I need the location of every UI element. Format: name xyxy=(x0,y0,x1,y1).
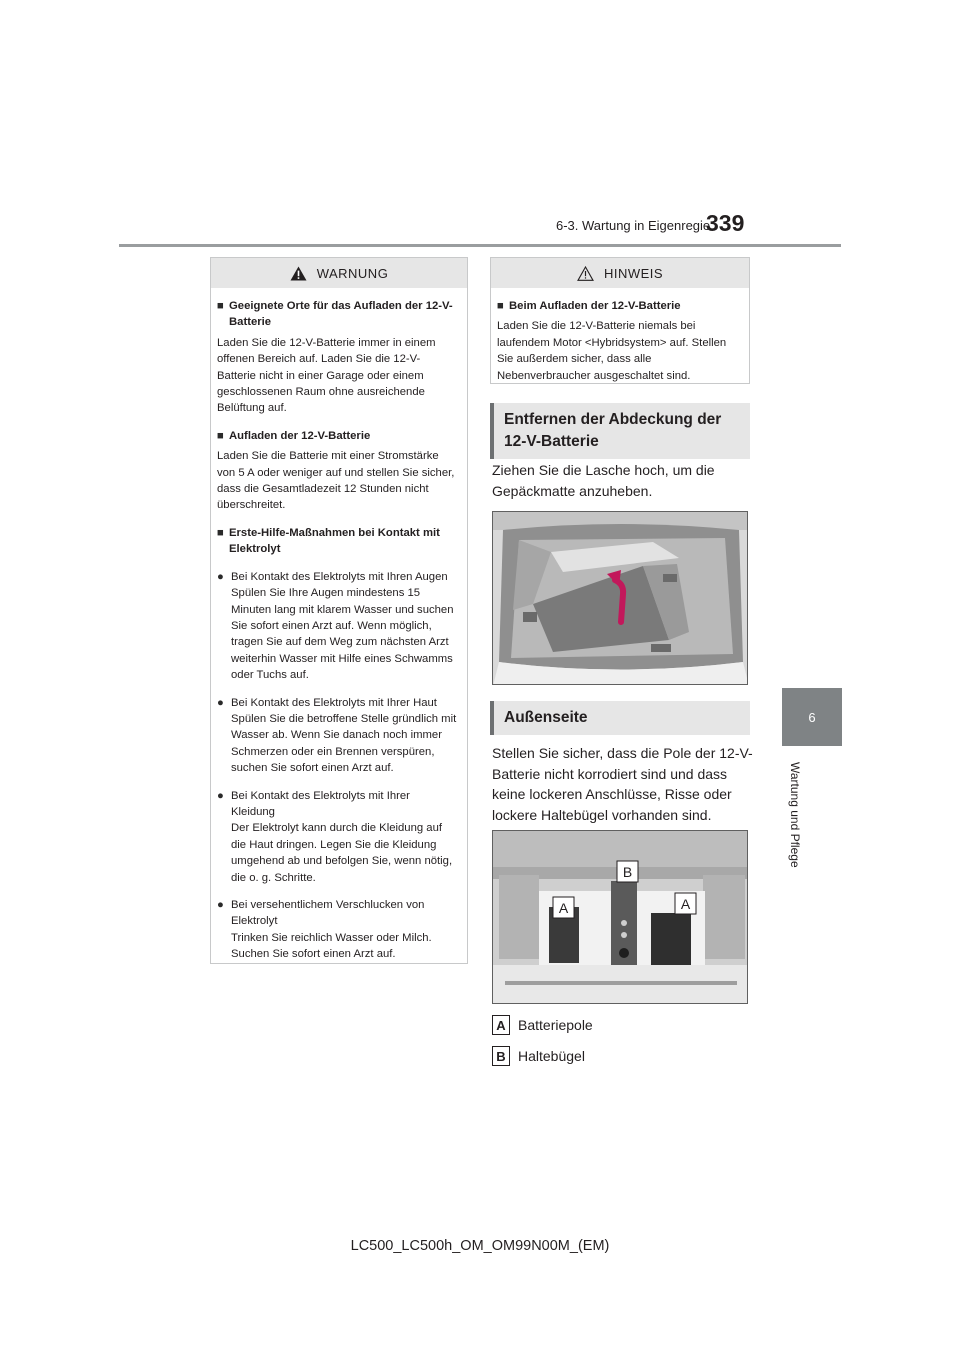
bullet-icon: ● xyxy=(217,899,224,911)
chapter-number: 6 xyxy=(808,709,816,725)
notice-title: HINWEIS xyxy=(603,265,664,281)
warning-body xyxy=(211,288,467,963)
header-rule xyxy=(119,244,841,247)
bullet-icon: ● xyxy=(217,570,224,583)
chapter-title xyxy=(784,762,806,922)
section-heading-outside: Außenseite xyxy=(490,701,750,735)
chapter-tab[interactable] xyxy=(782,688,842,746)
bullet-icon: ● xyxy=(217,789,224,802)
warning-heading: ■ Aufladen der 12-V-Batterie xyxy=(217,429,371,442)
legend-item-a xyxy=(492,1015,593,1035)
list-item: ● Bei Kontakt des Elektrolyts mit Ihrer Kleidung Der Elektrolyt kann durch die Kleidung auf die Haut dringen. Legen Sie die Kleidung umgehend ab und befolgen Sie, wenn nötig, die o. g. Schritte. xyxy=(217,789,453,884)
warning-text: Laden Sie die 12-V-Batterie immer in einem offenen Bereich auf. Laden Sie die 12-V-Batterie nicht in einer Garage oder einem geschlossenen Raum ohne ausreichende Belüftung auf. xyxy=(217,336,436,415)
trunk-illustration xyxy=(493,512,748,685)
legend-item-b xyxy=(492,1046,585,1066)
notice-header xyxy=(491,258,749,288)
notice-heading: ■ Beim Aufladen der 12-V-Batterie xyxy=(497,300,681,312)
figure-label-b: B xyxy=(622,864,633,880)
chapter-title-text: Wartung und Pflege xyxy=(788,762,802,868)
bullet-icon: ● xyxy=(217,696,224,709)
warning-heading: ■ Geeignete Orte für das Aufladen der 12-V-Batterie xyxy=(217,300,453,329)
legend-key: B xyxy=(492,1046,510,1066)
section-heading-cover: Entfernen der Abdeckung der 12-V-Batterie xyxy=(490,403,750,459)
warning-heading: ■ Erste-Hilfe-Maßnahmen bei Kontakt mit Elektrolyt xyxy=(217,526,440,556)
warning-header xyxy=(211,258,467,288)
cover-instruction: Ziehen Sie die Lasche hoch, um die Gepäckmatte anzuheben. xyxy=(492,462,715,499)
warning-title: WARNUNG xyxy=(316,265,389,281)
battery-illustration xyxy=(493,831,748,1004)
warning-text: Laden Sie die Batterie mit einer Stromstärke von 5 A oder weniger auf und stellen Sie sicher, dass die Gesamtladezeit 12 Stunden nicht überschreitet. xyxy=(217,450,455,512)
outside-instruction: Stellen Sie sicher, dass die Pole der 12-V-Batterie nicht korrodiert sind und dass keine lockeren Anschlüsse, Risse oder lockere Haltebügel vorhanden sind. xyxy=(492,745,753,823)
page-number: 339 xyxy=(706,210,745,236)
legend-text: Haltebügel xyxy=(518,1048,585,1064)
legend-key: A xyxy=(492,1015,510,1035)
figure-label-a-right: A xyxy=(680,896,691,912)
footer-model-code: LC500_LC500h_OM_OM99N00M_(EM) xyxy=(350,1238,610,1254)
warning-icon xyxy=(290,266,307,281)
list-item: ● Bei versehentlichem Verschlucken von Elektrolyt Trinken Sie reichlich Wasser oder Milch. Suchen Sie sofort einen Arzt auf. xyxy=(217,899,432,961)
battery-photo xyxy=(492,830,748,1004)
caution-icon xyxy=(577,266,594,281)
header-section-title: 6-3. Wartung in Eigenregie xyxy=(556,218,711,233)
notice-body xyxy=(491,288,749,384)
legend-text: Batteriepole xyxy=(518,1017,593,1033)
notice-box xyxy=(490,257,750,384)
notice-text: Laden Sie die 12-V-Batterie niemals bei laufendem Motor <Hybridsystem> auf. Stellen Sie außerdem sicher, dass alle Nebenverbraucher ausgeschaltet sind. xyxy=(497,320,727,382)
list-item: ● Bei Kontakt des Elektrolyts mit Ihren Augen Spülen Sie Ihre Augen mindestens 15 Minuten lang mit klarem Wasser und suchen Sie sofort einen Arzt auf. Wenn möglich, tragen Sie auf dem Weg zum nächsten Arzt weiterhin Wasser mit Hilfe eines Schwamms oder Tuchs auf. xyxy=(217,570,454,682)
trunk-photo xyxy=(492,511,748,685)
figure-label-a-left: A xyxy=(558,900,569,916)
list-item: ● Bei Kontakt des Elektrolyts mit Ihrer Haut Spülen Sie die betroffene Stelle gründlich mit Wasser ab. Wenn Sie danach noch immer Schmerzen oder ein Brennen verspüren, suchen Sie sofort einen Arzt auf. xyxy=(217,696,457,775)
warning-box xyxy=(210,257,468,964)
